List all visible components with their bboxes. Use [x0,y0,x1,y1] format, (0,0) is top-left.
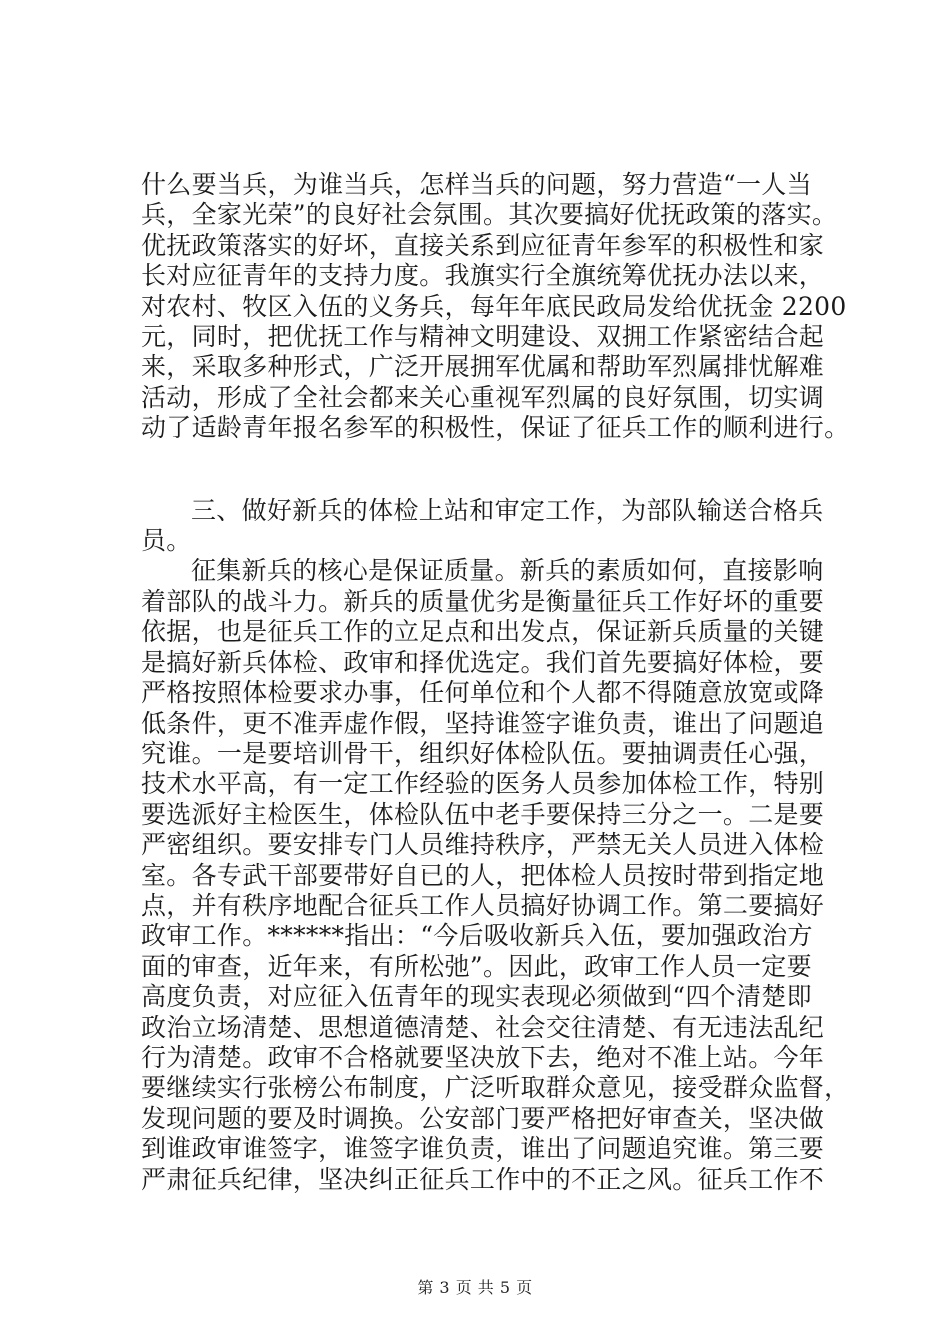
text-line [141,556,824,586]
text-line: 行为清楚。政审不合格就要坚决放下去，绝对不准上站。今年 [141,1042,825,1072]
text-line: 发现问题的要及时调换。公安部门要严格把好审查关，坚决做 [141,1103,825,1133]
text-line: 是搞好新兵体检、政审和择优选定。我们首先要搞好体检，要 [141,647,825,677]
text-line: 严格按照体检要求办事，任何单位和个人都不得随意放宽或降 [141,678,825,708]
text-line: 严密组织。要安排专门人员维持秩序，严禁无关人员进入体检 [141,830,825,860]
section-heading-3 [141,495,824,557]
heading-text: 三、做好新兵的体检上站和审定工作，为部队输送合格兵 [191,495,824,525]
text-line: 元，同时，把优抚工作与精神文明建设、双拥工作紧密结合起 [141,322,825,352]
text-line: 要选派好主检医生，体检队伍中老手要保持三分之一。二是要 [141,799,825,829]
document-body [141,170,850,1195]
text-line: 低条件，更不准弄虚作假，坚持谁签字谁负责，谁出了问题追 [141,708,825,738]
text-line: 严肃征兵纪律，坚决纠正征兵工作中的不正之风。征兵工作不 [141,1164,825,1194]
text-line: 长对应征青年的支持力度。我旗实行全旗统筹优抚办法以来， [141,261,825,291]
text-line: 要继续实行张榜公布制度，广泛听取群众意见，接受群众监督， [141,1073,850,1103]
text-line: 政审工作。******指出：“今后吸收新兵入伍，要加强政治方 [141,921,813,951]
text-line: 室。各专武干部要带好自已的人，把体检人员按时带到指定地 [141,860,825,890]
text-line: 点，并有秩序地配合征兵工作人员搞好协调工作。第二要搞好 [141,890,825,920]
text-line: 究谁。一是要培训骨干，组织好体检队伍。要抽调责任心强， [141,738,825,768]
text-line: 活动，形成了全社会都来关心重视军烈属的良好氛围，切实调 [141,382,825,412]
text-line: 依据，也是征兵工作的立足点和出发点，保证新兵质量的关键 [141,617,825,647]
heading-line [141,495,824,526]
text-line: 高度负责，对应征入伍青年的现实表现必须做到“四个清楚即 [141,982,812,1012]
text-line: 对农村、牧区入伍的义务兵，每年年底民政局发给优抚金 2200 [141,291,847,321]
paragraph-1 [141,170,850,444]
text-line: 面的审查，近年来，有所松弛”。因此，政审工作人员一定要 [141,951,812,981]
text-line: 政治立场清楚、思想道德清楚、社会交往清楚、有无违法乱纪 [141,1012,825,1042]
text-line: 兵，全家光荣”的良好社会氛围。其次要搞好优抚政策的落实。 [141,200,838,230]
paragraph-gap [141,444,821,496]
text-line: 来，采取多种形式，广泛开展拥军优属和帮助军烈属排忧解难 [141,352,825,382]
page-number: 第 3 页 共 5 页 [417,1278,533,1297]
first-line-text: 征集新兵的核心是保证质量。新兵的素质如何，直接影响 [191,556,824,586]
text-line: 什么要当兵，为谁当兵，怎样当兵的问题，努力营造“一人当 [141,170,812,199]
text-line: 技术水平高，有一定工作经验的医务人员参加体检工作，特别 [141,769,825,799]
text-line: 优抚政策落实的好坏，直接关系到应征青年参军的积极性和家 [141,230,825,260]
paragraph-3 [141,556,850,1195]
page-footer [0,1275,950,1298]
text-line: 到谁政审谁签字，谁签字谁负责，谁出了问题追究谁。第三要 [141,1134,825,1164]
text-line: 动了适龄青年报名参军的积极性，保证了征兵工作的顺利进行。 [141,413,850,443]
text-line: 着部队的战斗力。新兵的质量优劣是衡量征兵工作好坏的重要 [141,586,825,616]
heading-line: 员。 [141,526,192,556]
